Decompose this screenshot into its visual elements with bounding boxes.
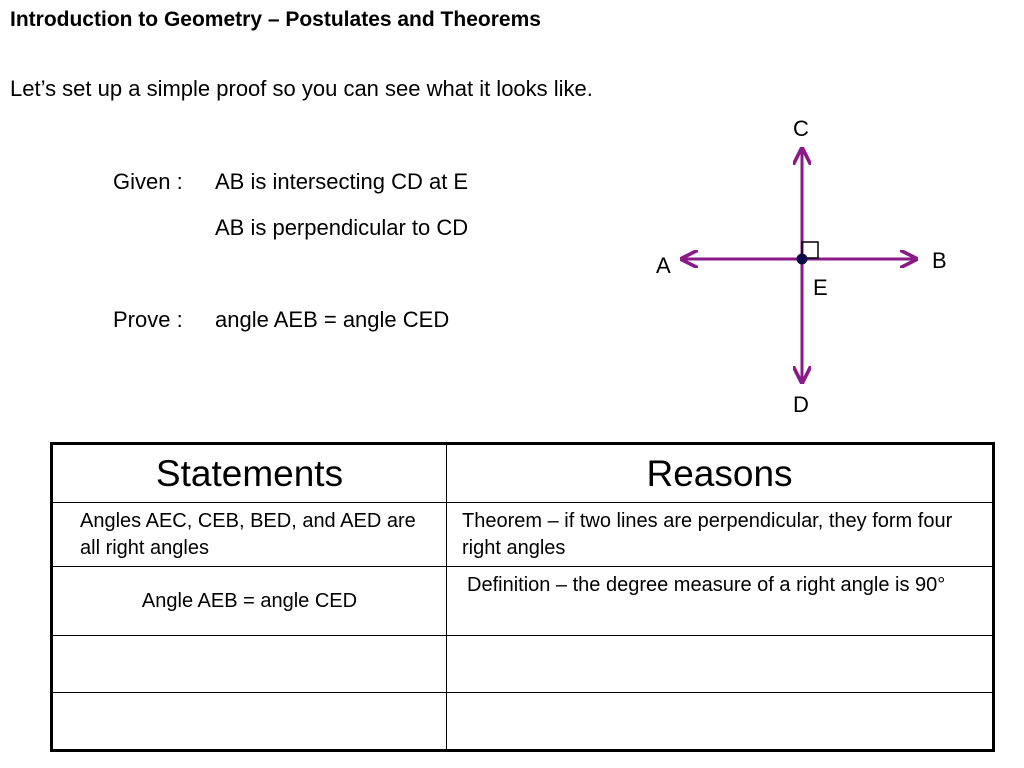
table-row xyxy=(52,636,994,693)
proof-table xyxy=(50,442,995,752)
given-statement-2: AB is perpendicular to CD xyxy=(215,215,469,240)
slide-title: Introduction to Geometry – Postulates and Theorems xyxy=(10,8,541,31)
given-label: Given : xyxy=(113,169,183,194)
reason-cell xyxy=(447,693,994,751)
reason-cell xyxy=(447,636,994,693)
statement-cell: Angles AEC, CEB, BED, and AED are all right angles xyxy=(52,503,447,567)
intro-text: Let’s set up a simple proof so you can see what it looks like. xyxy=(10,76,593,101)
table-row xyxy=(52,693,994,751)
table-header-row xyxy=(52,444,994,503)
statement-cell: Angle AEB = angle CED xyxy=(52,567,447,636)
table-row xyxy=(52,503,994,567)
reason-cell: Definition – the degree measure of a right angle is 90° xyxy=(447,567,994,636)
label-d: D xyxy=(793,392,809,417)
reasons-header: Reasons xyxy=(447,444,994,503)
label-c: C xyxy=(793,116,809,141)
statement-cell xyxy=(52,693,447,751)
statements-header: Statements xyxy=(52,444,447,503)
reason-cell: Theorem – if two lines are perpendicular, they form four right angles xyxy=(447,503,994,567)
statement-cell xyxy=(52,636,447,693)
label-b: B xyxy=(932,248,947,273)
perpendicular-lines-diagram xyxy=(640,110,960,420)
label-a: A xyxy=(656,253,671,278)
prove-statement: angle AEB = angle CED xyxy=(215,307,450,332)
prove-label: Prove : xyxy=(113,307,183,332)
table-row xyxy=(52,567,994,636)
label-e: E xyxy=(813,275,828,300)
point-e xyxy=(797,254,808,265)
given-statement-1: AB is intersecting CD at E xyxy=(215,169,469,194)
